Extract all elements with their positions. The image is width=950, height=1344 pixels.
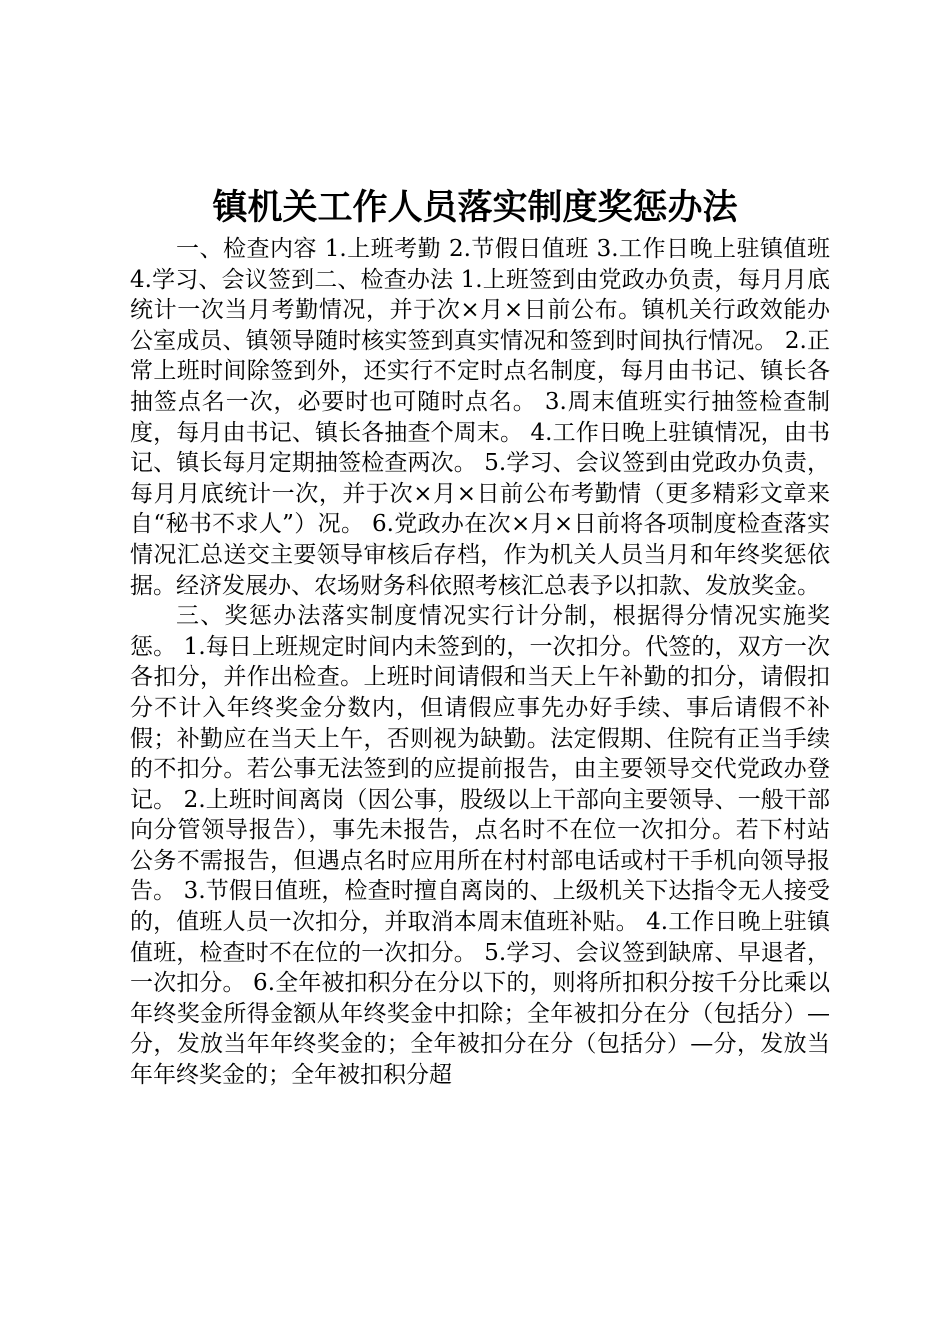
body-paragraph-inspection: 一、检查内容 1.上班考勤 2.节假日值班 3.工作日晚上驻镇值班 4.学习、会议签到二、检查办法 1.上班签到由党政办负责，每月月底统计一次当月考勤情况，并于次×月×日前公布。镇机关行政效能办公室成员、镇领导随时核实签到真实情况和签到时间执行情况。 2.正常上班时间除签到外，还实行不定时点名制度，每月由书记、镇长各抽签点名一次，必要时也可随时点名。 3.周末值班实行抽签检查制度，每月由书记、镇长各抽查个周末。 4.工作日晚上驻镇情况，由书记、镇长每月定期抽签检查两次。 5.学习、会议签到由党政办负责，每月月底统计一次，并于次×月×日前公布考勤情（更多精彩文章来自“秘书不求人”）况。 6.党政办在次×月×日前将各项制度检查落实情况汇总送交主要领导审核后存档，作为机关人员当月和年终奖惩依据。经济发展办、农场财务科依照考核汇总表予以扣款、发放奖金。 [130,236,830,599]
document-title: 镇机关工作人员落实制度奖惩办法 [212,187,738,228]
document-body [130,234,830,1091]
body-paragraph-rewards-penalties: 三、奖惩办法落实制度情况实行计分制，根据得分情况实施奖惩。 1.每日上班规定时间内未签到的，一次扣分。代签的，双方一次各扣分，并作出检查。上班时间请假和当天上午补勤的扣分，请假扣分不计入年终奖金分数内，但请假应事先办好手续、事后请假不补假；补勤应在当天上午，否则视为缺勤。法定假期、住院有正当手续的不扣分。若公事无法签到的应提前报告，由主要领导交代党政办登记。 2.上班时间离岗（因公事，股级以上干部向主要领导、一般干部向分管领导报告），事先未报告，点名时不在位一次扣分。若下村站公务不需报告，但遇点名时应用所在村村部电话或村干手机向领导报告。 3.节假日值班，检查时擅自离岗的、上级机关下达指令无人接受的，值班人员一次扣分，并取消本周末值班补贴。 4.工作日晚上驻镇值班，检查时不在位的一次扣分。 5.学习、会议签到缺席、早退者，一次扣分。 6.全年被扣积分在分以下的，则将所扣积分按千分比乘以年终奖金所得金额从年终奖金中扣除；全年被扣分在分（包括分）—分，发放当年年终奖金的；全年被扣分在分（包括分）—分，发放当年年终奖金的；全年被扣积分超 [130,603,830,1089]
